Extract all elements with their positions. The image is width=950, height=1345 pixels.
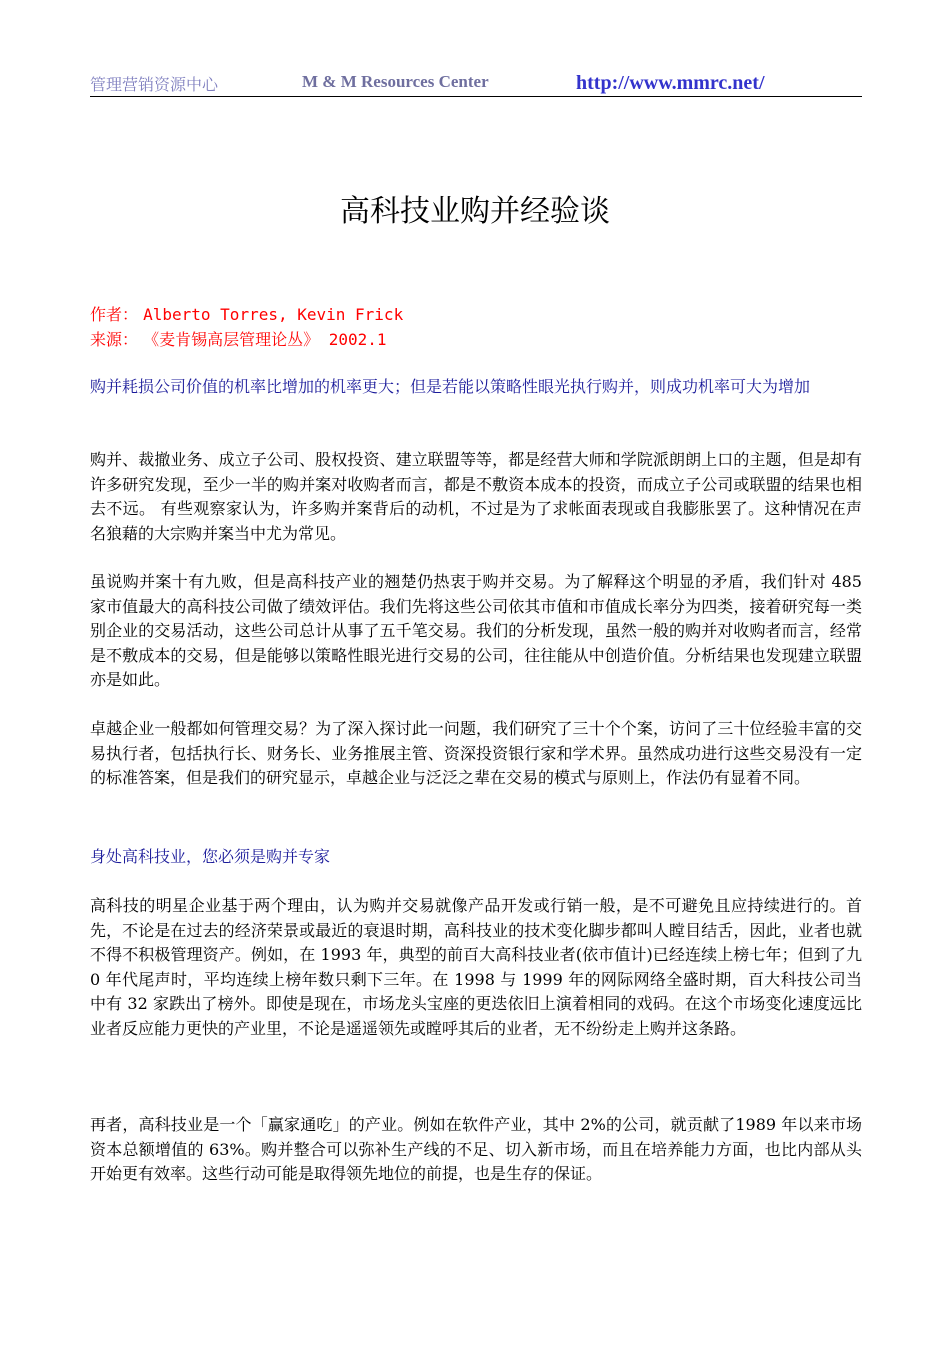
article-title: 高科技业购并经验谈 — [340, 194, 610, 229]
paragraph-2: 虽说购并案十有九败，但是高科技产业的翘楚仍热衷于购并交易。为了解释这个明显的矛盾，我们针对 485 家市值最大的高科技公司做了绩效评估。我们先将这些公司依其市值和市值成长率分为四类，接着研究每一类别企业的交易活动，这些公司总计从事了五千笔交易。我们的分析发现，虽然一般的购并对收购者而言，经常是不敷成本的交易，但是能够以策略性眼光进行交易的公司，往往能从中创造价值。分析结果也发现建立联盟亦是如此。 — [90, 572, 862, 689]
page-header — [90, 70, 862, 97]
paragraph-1: 购并、裁撤业务、成立子公司、股权投资、建立联盟等等，都是经营大师和学院派朗朗上口的主题，但是却有许多研究发现，至少一半的购并案对收购者而言，都是不敷资本成本的投资，而成立子公司或联盟的结果也相去不远。 有些观察家认为，许多购并案背后的动机，不过是为了求帐面表现或自我膨胀罢了。这种情况在声名狼藉的大宗购并案当中尤为常见。 — [90, 450, 862, 543]
lead-summary: 购并耗损公司价值的机率比增加的机率更大；但是若能以策略性眼光执行购并，则成功机率可大为增加 — [90, 377, 811, 396]
source-label: 来源： — [90, 330, 139, 349]
author-label: 作者： — [90, 305, 139, 324]
source-line — [90, 328, 387, 352]
section-heading: 身处高科技业，您必须是购并专家 — [90, 847, 331, 866]
section-paragraph-2: 再者，高科技业是一个「赢家通吃」的产业。例如在软件产业，其中 2%的公司，就贡献了1989 年以来市场资本总额增值的 63%。购并整合可以弥补生产线的不足、切入新市场，而且在培养能力方面，也比内部从头开始更有效率。这些行动可能是取得领先地位的前提，也是生存的保证。 — [90, 1115, 862, 1183]
section-paragraph-1: 高科技的明星企业基于两个理由，认为购并交易就像产品开发或行销一般，是不可避免且应持续进行的。首先，不论是在过去的经济荣景或最近的衰退时期，高科技业的技术变化脚步都叫人瞠目结舌，因此，业者也就不得不积极管理资产。例如，在 1993 年，典型的前百大高科技业者(依市值计)已经连续上榜七年；但到了九 0 年代尾声时，平均连续上榜年数只剩下三年。在 1998 与 1999 年的网际网络全盛时期，百大科技公司当中有 32 家跌出了榜外。即使是现在，市场龙头宝座的更迭依旧上演着相同的戏码。在这个市场变化速度远比业者反应能力更快的产业里，不论是遥遥领先或瞠呼其后的业者，无不纷纷走上购并这条路。 — [90, 896, 862, 1038]
header-org-en: M & M Resources Center — [302, 72, 489, 91]
paragraph-3: 卓越企业一般都如何管理交易？为了深入探讨此一问题，我们研究了三十个个案，访问了三十位经验丰富的交易执行者，包括执行长、财务长、业务推展主管、资深投资银行家和学术界。虽然成功进行这些交易没有一定的标准答案，但是我们的研究显示，卓越企业与泛泛之辈在交易的模式与原则上，作法仍有显着不同。 — [90, 719, 862, 787]
author-line — [90, 303, 403, 327]
author-names: Alberto Torres, Kevin Frick — [143, 305, 404, 324]
header-org-cn: 管理营销资源中心 — [90, 75, 219, 94]
source-value: 《麦肯锡高层管理论丛》 2002.1 — [143, 330, 387, 349]
header-url-link[interactable]: http://www.mmrc.net/ — [576, 72, 765, 94]
